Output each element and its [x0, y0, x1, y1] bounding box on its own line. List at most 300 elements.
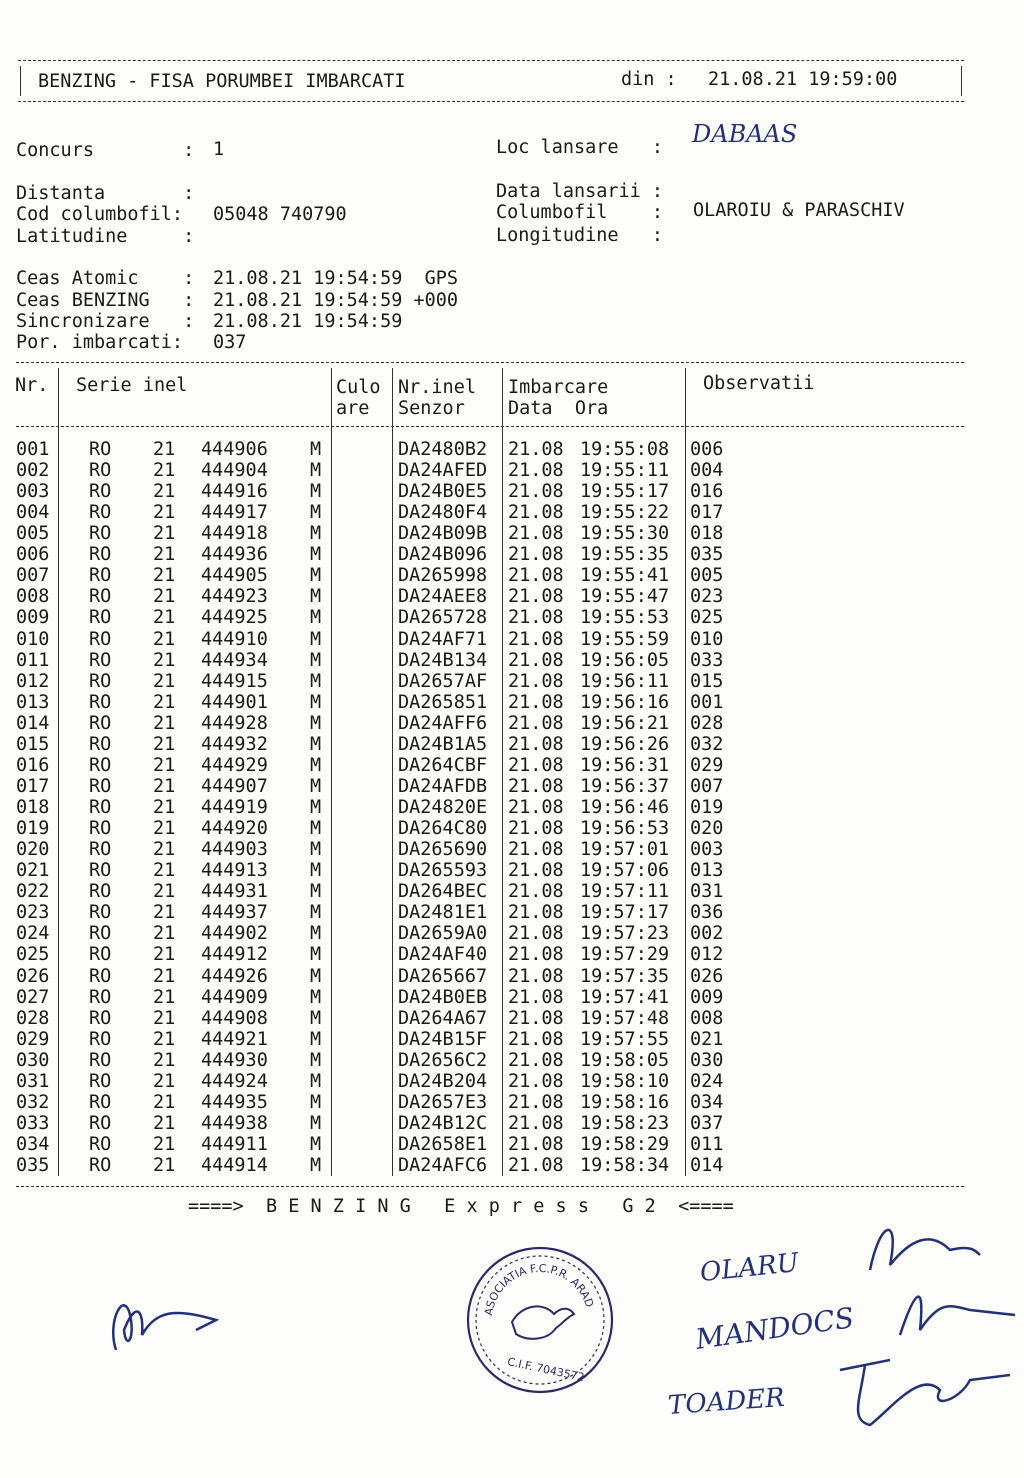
cell-inel: 444919	[201, 797, 268, 819]
cell-obs: 028	[690, 712, 724, 734]
cell-ora: 19:57:29	[580, 944, 670, 966]
latitudine-label: Latitudine :	[16, 226, 195, 247]
cell-ora: 19:56:16	[580, 691, 670, 713]
cell-senzor: DA265667	[398, 965, 488, 987]
cell-senzor: DA24B204	[398, 1070, 488, 1092]
cell-data: 21.08	[508, 691, 564, 713]
cell-obs: 036	[690, 902, 724, 924]
signature-right-1	[860, 1210, 990, 1290]
col-header-observatii: Observatii	[703, 373, 815, 394]
cell-sex: M	[310, 1155, 322, 1177]
cell-nr: 027	[16, 986, 50, 1008]
cell-obs: 001	[690, 691, 724, 713]
cell-nr: 004	[16, 502, 50, 524]
cell-an: 21	[153, 944, 176, 966]
cell-tara: RO	[89, 1112, 112, 1134]
cell-inel: 444911	[201, 1133, 268, 1155]
cell-ora: 19:55:30	[580, 523, 670, 545]
cell-nr: 010	[16, 628, 50, 650]
cell-tara: RO	[89, 712, 112, 734]
cell-inel: 444916	[201, 481, 268, 503]
cell-senzor: DA24820E	[398, 797, 488, 819]
cell-senzor: DA2657AF	[398, 670, 488, 692]
cell-data: 21.08	[508, 628, 564, 650]
cell-obs: 006	[690, 439, 724, 460]
cell-obs: 019	[690, 797, 724, 819]
cell-data: 21.08	[508, 607, 564, 629]
cell-sex: M	[310, 439, 322, 460]
cell-inel: 444906	[201, 439, 268, 460]
cell-obs: 014	[690, 1155, 724, 1177]
cell-obs: 024	[690, 1070, 724, 1092]
cell-sex: M	[310, 607, 322, 629]
cell-sex: M	[310, 839, 322, 861]
cell-senzor: DA2657E3	[398, 1091, 488, 1113]
cell-nr: 018	[16, 797, 50, 819]
cell-obs: 013	[690, 860, 724, 882]
cell-sex: M	[310, 649, 322, 671]
cell-senzor: DA24AFF6	[398, 712, 488, 734]
cell-sex: M	[310, 1007, 322, 1029]
cell-ora: 19:56:37	[580, 775, 670, 797]
cell-nr: 003	[16, 481, 50, 503]
cell-sex: M	[310, 1112, 322, 1134]
cell-an: 21	[153, 986, 176, 1008]
cell-senzor: DA2481E1	[398, 902, 488, 924]
cell-ora: 19:58:16	[580, 1091, 670, 1113]
cell-inel: 444903	[201, 839, 268, 861]
cell-an: 21	[153, 649, 176, 671]
cell-tara: RO	[89, 797, 112, 819]
cell-ora: 19:57:17	[580, 902, 670, 924]
cell-senzor: DA24B0E5	[398, 481, 488, 503]
cell-an: 21	[153, 670, 176, 692]
cell-data: 21.08	[508, 733, 564, 755]
cell-tara: RO	[89, 460, 112, 482]
col-rule-imbarcare	[502, 368, 503, 1176]
stamp-top-text: ASOCIATIA F.C.P.R. ARAD	[482, 1261, 597, 1317]
cell-inel: 444920	[201, 818, 268, 840]
cell-ora: 19:57:06	[580, 860, 670, 882]
cell-nr: 013	[16, 691, 50, 713]
cell-nr: 030	[16, 1049, 50, 1071]
cell-ora: 19:58:23	[580, 1112, 670, 1134]
loc-lansare-label: Loc lansare :	[496, 137, 664, 158]
cell-tara: RO	[89, 607, 112, 629]
header-separator	[16, 426, 964, 427]
cell-an: 21	[153, 797, 176, 819]
cell-sex: M	[310, 986, 322, 1008]
longitudine-label: Longitudine :	[496, 225, 664, 246]
cell-tara: RO	[89, 775, 112, 797]
cell-senzor: DA24B0EB	[398, 986, 488, 1008]
cell-data: 21.08	[508, 775, 564, 797]
ceas-benzing-value: 21.08.21 19:54:59 +000	[213, 290, 459, 311]
cell-data: 21.08	[508, 439, 564, 460]
cell-sex: M	[310, 923, 322, 945]
cell-inel: 444912	[201, 944, 268, 966]
cell-data: 21.08	[508, 565, 564, 587]
cell-senzor: DA264C80	[398, 818, 488, 840]
cell-data: 21.08	[508, 1133, 564, 1155]
table-top-border	[16, 362, 964, 363]
col-header-nr-inel-1: Nr.inel	[398, 377, 476, 398]
cell-inel: 444932	[201, 733, 268, 755]
sincronizare-value: 21.08.21 19:54:59	[213, 311, 403, 332]
cell-nr: 012	[16, 670, 50, 692]
col-rule-observatii	[685, 368, 686, 1176]
cell-an: 21	[153, 754, 176, 776]
cell-tara: RO	[89, 923, 112, 945]
cell-an: 21	[153, 1070, 176, 1092]
cell-data: 21.08	[508, 1049, 564, 1071]
header-top-border	[18, 60, 964, 61]
dove-icon	[512, 1306, 574, 1338]
cell-obs: 020	[690, 818, 724, 840]
cell-sex: M	[310, 1028, 322, 1050]
cell-tara: RO	[89, 986, 112, 1008]
cell-inel: 444924	[201, 1070, 268, 1092]
cell-obs: 018	[690, 523, 724, 545]
cell-data: 21.08	[508, 754, 564, 776]
cell-data: 21.08	[508, 797, 564, 819]
cell-senzor: DA24B096	[398, 544, 488, 566]
cell-nr: 016	[16, 754, 50, 776]
cell-ora: 19:57:01	[580, 839, 670, 861]
cell-ora: 19:56:46	[580, 797, 670, 819]
cell-sex: M	[310, 860, 322, 882]
porumbei-imbarcati-label: Por. imbarcati:	[16, 332, 184, 353]
cell-nr: 019	[16, 818, 50, 840]
cell-senzor: DA264CBF	[398, 754, 488, 776]
cell-data: 21.08	[508, 839, 564, 861]
cell-inel: 444921	[201, 1028, 268, 1050]
col-rule-nr-inel	[392, 368, 393, 1176]
sincronizare-label: Sincronizare :	[16, 311, 195, 332]
cell-ora: 19:57:35	[580, 965, 670, 987]
cell-senzor: DA24AFC6	[398, 1155, 488, 1177]
cell-obs: 002	[690, 923, 724, 945]
cell-sex: M	[310, 481, 322, 503]
cell-nr: 032	[16, 1091, 50, 1113]
cell-obs: 017	[690, 502, 724, 524]
cell-senzor: DA24B134	[398, 649, 488, 671]
cell-obs: 005	[690, 565, 724, 587]
cell-data: 21.08	[508, 923, 564, 945]
cell-data: 21.08	[508, 860, 564, 882]
cell-ora: 19:56:31	[580, 754, 670, 776]
cell-data: 21.08	[508, 965, 564, 987]
cell-inel: 444904	[201, 460, 268, 482]
cell-tara: RO	[89, 733, 112, 755]
cell-tara: RO	[89, 839, 112, 861]
cell-inel: 444938	[201, 1112, 268, 1134]
cell-ora: 19:57:41	[580, 986, 670, 1008]
cell-inel: 444929	[201, 754, 268, 776]
cell-nr: 031	[16, 1070, 50, 1092]
col-header-nr: Nr.	[15, 375, 49, 396]
cell-an: 21	[153, 733, 176, 755]
footer-banner: ====> B E N Z I N G E x p r e s s G 2 <====	[188, 1196, 734, 1217]
col-header-nr-inel-2: Senzor	[398, 398, 465, 419]
cell-sex: M	[310, 502, 322, 524]
cell-nr: 029	[16, 1028, 50, 1050]
cell-tara: RO	[89, 1007, 112, 1029]
cell-tara: RO	[89, 502, 112, 524]
cell-data: 21.08	[508, 881, 564, 903]
cell-ora: 19:55:35	[580, 544, 670, 566]
cell-data: 21.08	[508, 986, 564, 1008]
cell-obs: 033	[690, 649, 724, 671]
cell-obs: 037	[690, 1112, 724, 1134]
cell-ora: 19:55:08	[580, 439, 670, 460]
header-right-border	[961, 66, 962, 96]
cell-an: 21	[153, 839, 176, 861]
cell-nr: 002	[16, 460, 50, 482]
handwritten-name-1: OLARU	[698, 1247, 801, 1289]
handwritten-name-2: MANDOCS	[693, 1301, 856, 1356]
cell-inel: 444928	[201, 712, 268, 734]
cell-nr: 014	[16, 712, 50, 734]
cell-ora: 19:56:11	[580, 670, 670, 692]
cell-data: 21.08	[508, 1070, 564, 1092]
cell-data: 21.08	[508, 544, 564, 566]
cell-an: 21	[153, 460, 176, 482]
cell-ora: 19:56:26	[580, 733, 670, 755]
cell-tara: RO	[89, 670, 112, 692]
cell-obs: 032	[690, 733, 724, 755]
cell-inel: 444905	[201, 565, 268, 587]
cell-inel: 444914	[201, 1155, 268, 1177]
ceas-atomic-value: 21.08.21 19:54:59 GPS	[213, 268, 459, 289]
cell-data: 21.08	[508, 649, 564, 671]
cell-obs: 011	[690, 1133, 724, 1155]
cell-sex: M	[310, 565, 322, 587]
cell-nr: 007	[16, 565, 50, 587]
cell-obs: 003	[690, 839, 724, 861]
cell-ora: 19:55:22	[580, 502, 670, 524]
cell-data: 21.08	[508, 586, 564, 608]
cell-inel: 444934	[201, 649, 268, 671]
distanta-label: Distanta :	[16, 183, 195, 204]
cell-sex: M	[310, 1070, 322, 1092]
cell-inel: 444925	[201, 607, 268, 629]
handwritten-name-3: TOADER	[667, 1382, 786, 1422]
cell-an: 21	[153, 1133, 176, 1155]
cell-ora: 19:55:53	[580, 607, 670, 629]
cell-obs: 023	[690, 586, 724, 608]
cell-data: 21.08	[508, 1112, 564, 1134]
cell-sex: M	[310, 628, 322, 650]
cell-data: 21.08	[508, 1007, 564, 1029]
cell-an: 21	[153, 1049, 176, 1071]
cell-inel: 444910	[201, 628, 268, 650]
cell-sex: M	[310, 944, 322, 966]
data-lansarii-label: Data lansarii :	[496, 181, 664, 202]
cell-inel: 444909	[201, 986, 268, 1008]
cell-data: 21.08	[508, 1091, 564, 1113]
loc-lansare-value: DABAAS	[692, 120, 798, 148]
cell-senzor: DA2658E1	[398, 1133, 488, 1155]
cell-obs: 030	[690, 1049, 724, 1071]
cell-nr: 017	[16, 775, 50, 797]
cell-ora: 19:58:10	[580, 1070, 670, 1092]
cell-ora: 19:57:48	[580, 1007, 670, 1029]
cell-inel: 444908	[201, 1007, 268, 1029]
columbofil-label: Columbofil :	[496, 202, 664, 223]
association-stamp	[462, 1242, 618, 1398]
table-bottom-border	[16, 1186, 964, 1187]
cell-ora: 19:55:47	[580, 586, 670, 608]
cell-nr: 005	[16, 523, 50, 545]
cell-tara: RO	[89, 902, 112, 924]
cell-senzor: DA2480B2	[398, 439, 488, 460]
cell-sex: M	[310, 965, 322, 987]
cell-nr: 006	[16, 544, 50, 566]
cell-senzor: DA24AFED	[398, 460, 488, 482]
cell-nr: 023	[16, 902, 50, 924]
cell-inel: 444930	[201, 1049, 268, 1071]
col-header-culoare-1: Culo	[336, 377, 381, 398]
cell-nr: 011	[16, 649, 50, 671]
cell-tara: RO	[89, 1049, 112, 1071]
cell-inel: 444913	[201, 860, 268, 882]
cell-nr: 021	[16, 860, 50, 882]
cell-sex: M	[310, 881, 322, 903]
cell-senzor: DA24B15F	[398, 1028, 488, 1050]
cell-inel: 444937	[201, 902, 268, 924]
cell-data: 21.08	[508, 481, 564, 503]
cell-an: 21	[153, 902, 176, 924]
cell-nr: 026	[16, 965, 50, 987]
header-bottom-border	[18, 101, 964, 102]
cell-obs: 009	[690, 986, 724, 1008]
cell-ora: 19:55:59	[580, 628, 670, 650]
cell-ora: 19:57:11	[580, 881, 670, 903]
cell-senzor: DA265593	[398, 860, 488, 882]
cell-obs: 010	[690, 628, 724, 650]
cell-tara: RO	[89, 944, 112, 966]
cell-nr: 022	[16, 881, 50, 903]
cell-ora: 19:58:05	[580, 1049, 670, 1071]
cell-senzor: DA265690	[398, 839, 488, 861]
cell-senzor: DA24AF71	[398, 628, 488, 650]
cell-sex: M	[310, 670, 322, 692]
col-rule-nr	[58, 368, 59, 1176]
cell-nr: 025	[16, 944, 50, 966]
cell-data: 21.08	[508, 902, 564, 924]
cell-obs: 007	[690, 775, 724, 797]
col-header-imbarcare-2: Data Ora	[508, 398, 609, 419]
cell-senzor: DA24B12C	[398, 1112, 488, 1134]
cell-ora: 19:56:05	[580, 649, 670, 671]
cell-an: 21	[153, 691, 176, 713]
header-left-border	[20, 66, 21, 96]
cell-inel: 444901	[201, 691, 268, 713]
cell-obs: 021	[690, 1028, 724, 1050]
cell-data: 21.08	[508, 712, 564, 734]
cell-nr: 033	[16, 1112, 50, 1134]
cell-senzor: DA265998	[398, 565, 488, 587]
cell-senzor: DA2656C2	[398, 1049, 488, 1071]
cell-obs: 026	[690, 965, 724, 987]
cell-senzor: DA265851	[398, 691, 488, 713]
cell-tara: RO	[89, 1091, 112, 1113]
cell-sex: M	[310, 797, 322, 819]
cell-sex: M	[310, 586, 322, 608]
cell-inel: 444918	[201, 523, 268, 545]
cell-an: 21	[153, 586, 176, 608]
cell-obs: 015	[690, 670, 724, 692]
cell-sex: M	[310, 1133, 322, 1155]
cod-columbofil-value: 05048 740790	[213, 204, 347, 225]
cell-an: 21	[153, 923, 176, 945]
cell-tara: RO	[89, 818, 112, 840]
cell-tara: RO	[89, 481, 112, 503]
cell-sex: M	[310, 460, 322, 482]
cell-inel: 444926	[201, 965, 268, 987]
cell-ora: 19:56:53	[580, 818, 670, 840]
cell-obs: 031	[690, 881, 724, 903]
cell-obs: 029	[690, 754, 724, 776]
signature-right-2	[890, 1280, 1020, 1340]
cell-nr: 009	[16, 607, 50, 629]
cell-an: 21	[153, 607, 176, 629]
cell-nr: 024	[16, 923, 50, 945]
cell-sex: M	[310, 733, 322, 755]
cell-tara: RO	[89, 965, 112, 987]
cell-sex: M	[310, 712, 322, 734]
cell-nr: 028	[16, 1007, 50, 1029]
cell-data: 21.08	[508, 818, 564, 840]
cell-sex: M	[310, 902, 322, 924]
cell-sex: M	[310, 1091, 322, 1113]
cell-ora: 19:58:34	[580, 1155, 670, 1177]
cell-an: 21	[153, 881, 176, 903]
cell-tara: RO	[89, 649, 112, 671]
cell-obs: 016	[690, 481, 724, 503]
cell-data: 21.08	[508, 670, 564, 692]
cell-nr: 020	[16, 839, 50, 861]
concurs-label: Concurs :	[16, 140, 195, 161]
cell-senzor: DA24B1A5	[398, 733, 488, 755]
signature-left	[96, 1280, 236, 1360]
cell-an: 21	[153, 523, 176, 545]
columbofil-value: OLAROIU & PARASCHIV	[693, 200, 905, 221]
cell-tara: RO	[89, 754, 112, 776]
cell-nr: 015	[16, 733, 50, 755]
cell-an: 21	[153, 1091, 176, 1113]
cell-ora: 19:55:17	[580, 481, 670, 503]
cell-an: 21	[153, 439, 176, 460]
cell-tara: RO	[89, 523, 112, 545]
cell-tara: RO	[89, 565, 112, 587]
cell-sex: M	[310, 754, 322, 776]
cell-data: 21.08	[508, 460, 564, 482]
cell-tara: RO	[89, 586, 112, 608]
cell-obs: 012	[690, 944, 724, 966]
cell-ora: 19:57:55	[580, 1028, 670, 1050]
cell-data: 21.08	[508, 1028, 564, 1050]
cell-sex: M	[310, 775, 322, 797]
cell-senzor: DA24AF40	[398, 944, 488, 966]
cell-senzor: DA264A67	[398, 1007, 488, 1029]
cell-obs: 025	[690, 607, 724, 629]
cell-sex: M	[310, 691, 322, 713]
cell-an: 21	[153, 965, 176, 987]
cell-tara: RO	[89, 1070, 112, 1092]
concurs-value: 1	[213, 139, 225, 160]
